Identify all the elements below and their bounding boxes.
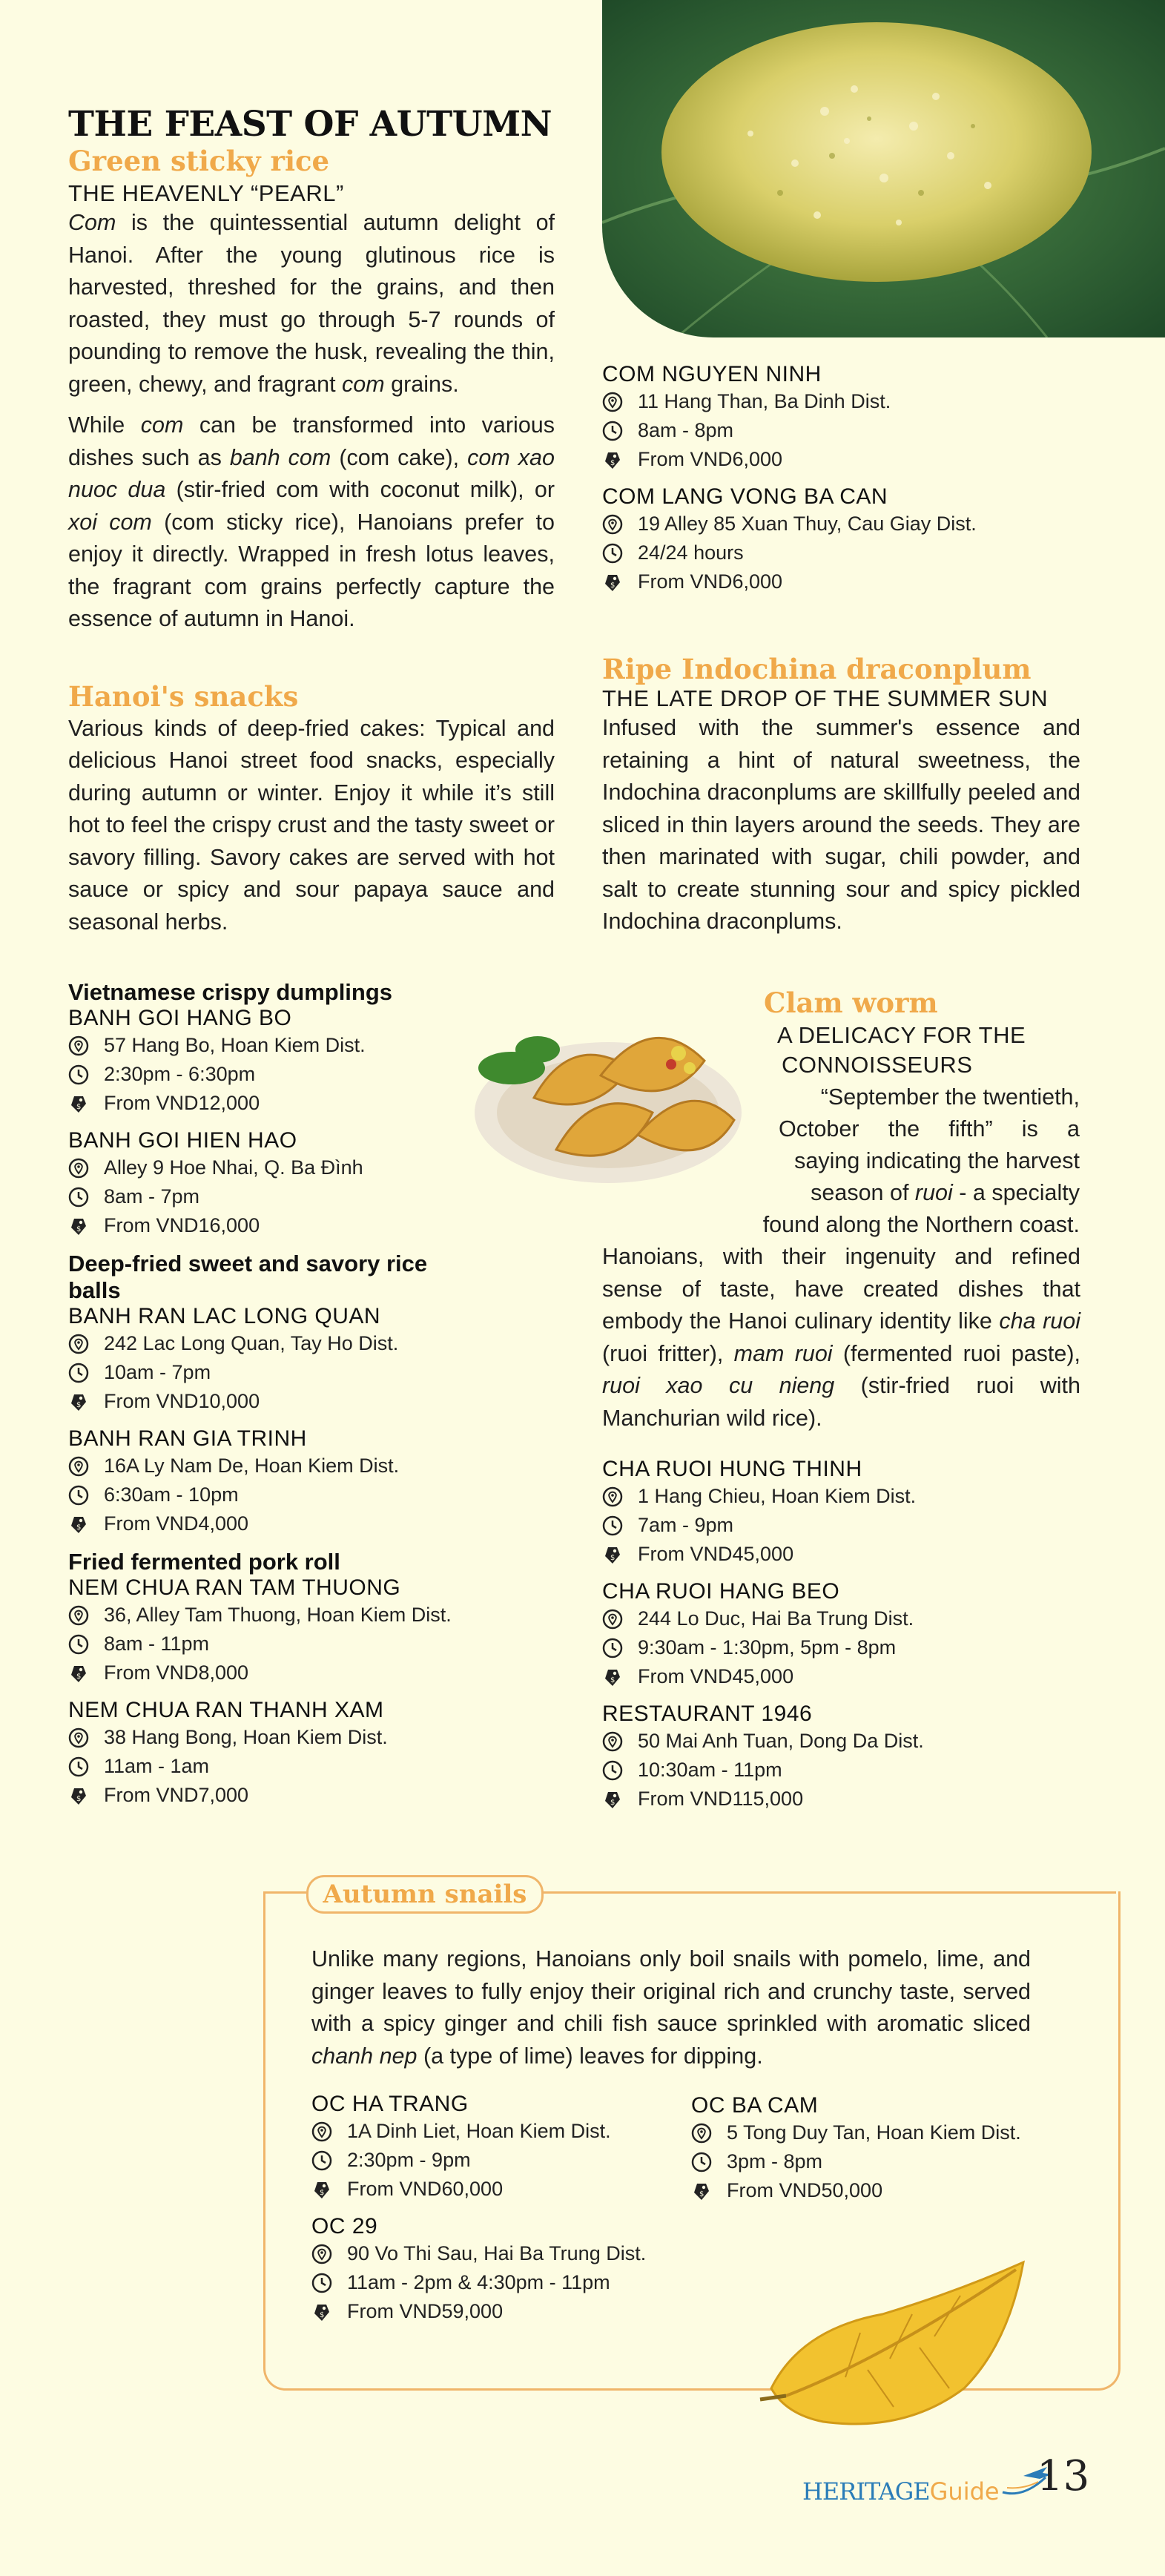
venue-entry xyxy=(68,1006,484,1118)
venue-hours: 24/24 hours xyxy=(638,541,744,564)
venue-entry xyxy=(311,2214,667,2326)
venue-address-row xyxy=(311,2239,667,2268)
page-title: THE FEAST OF AUTUMN xyxy=(68,104,552,145)
clock-icon xyxy=(68,1634,89,1655)
venue-price: From VND45,000 xyxy=(638,1665,794,1687)
location-pin-icon xyxy=(68,1035,89,1056)
location-pin-icon xyxy=(68,1727,89,1748)
venue-address: 19 Alley 85 Xuan Thuy, Cau Giay Dist. xyxy=(638,513,977,535)
svg-text:$: $ xyxy=(610,1676,615,1684)
venue-entry xyxy=(602,362,1080,474)
venue-name: CHA RUOI HANG BEO xyxy=(602,1579,840,1604)
clock-icon xyxy=(602,421,623,441)
venue-hours-row xyxy=(68,1630,484,1658)
venue-price: From VND6,000 xyxy=(638,448,783,470)
venue-hours-row xyxy=(68,1182,484,1211)
venue-address: 36, Alley Tam Thuong, Hoan Kiem Dist. xyxy=(104,1604,452,1626)
snails-venue-2 xyxy=(691,2093,1047,2205)
venue-entry xyxy=(68,1426,484,1538)
venue-hours-row xyxy=(602,416,1080,445)
rice-balls-heading: Deep-fried sweet and savory rice balls xyxy=(68,1251,428,1303)
venue-entry xyxy=(602,1702,1080,1814)
venue-price: From VND6,000 xyxy=(638,570,783,593)
venue-address: 5 Tong Duy Tan, Hoan Kiem Dist. xyxy=(727,2121,1021,2144)
venue-hours: 2:30pm - 6:30pm xyxy=(104,1063,256,1085)
venue-name: OC 29 xyxy=(311,2214,378,2239)
venue-name: NEM CHUA RAN TAM THUONG xyxy=(68,1575,401,1600)
venue-price-row xyxy=(68,1387,484,1416)
location-pin-icon xyxy=(68,1334,89,1354)
price-tag-icon xyxy=(602,1667,623,1687)
autumn-leaf-image xyxy=(756,2247,1038,2433)
venue-price: From VND7,000 xyxy=(104,1784,249,1806)
price-tag-icon xyxy=(691,2181,712,2201)
venue-price: From VND60,000 xyxy=(347,2178,504,2200)
venue-hours-row xyxy=(602,1756,1080,1785)
snails-venues-right xyxy=(691,2093,1047,2216)
venue-price: From VND115,000 xyxy=(638,1788,804,1810)
snails-paragraph: Unlike many regions, Hanoians only boil snails with pomelo, lime, and ginger leaves to fully enjoy their original rich and crunchy taste, served with a spicy ginger and chili fish sauce sprinkled with aromatic sliced chanh nep (a type of lime) leaves for dipping. xyxy=(311,1946,1031,2069)
snails-venues-left xyxy=(311,2092,667,2336)
venue-price: From VND59,000 xyxy=(347,2300,504,2322)
svg-text:$: $ xyxy=(610,1553,615,1562)
clam-worm-section xyxy=(602,1241,1080,1824)
venue-price: From VND4,000 xyxy=(104,1512,249,1535)
venue-price-row xyxy=(311,2297,667,2326)
location-pin-icon xyxy=(311,2244,332,2264)
location-pin-icon xyxy=(68,1605,89,1626)
venue-address-row xyxy=(68,1031,484,1060)
venue-price-row xyxy=(311,2175,667,2204)
venue-entry xyxy=(68,1128,484,1240)
venue-entry xyxy=(311,2092,667,2204)
svg-text:$: $ xyxy=(320,2310,325,2319)
location-pin-icon xyxy=(602,392,623,412)
snacks-paragraph: Various kinds of deep-fried cakes: Typical and delicious Hanoi street food snacks, especially during autumn or winter. Enjoy it while it’s still hot to feel the crispy crust and the tasty sweet or savory filling. Savory cakes are served with hot sauce or spicy and sour papaya sauce and seasonal herbs. xyxy=(68,715,555,935)
venue-hours: 11am - 1am xyxy=(104,1755,210,1777)
rice-balls-list xyxy=(68,1304,484,1538)
venue-name: NEM CHUA RAN THANH XAM xyxy=(68,1698,384,1722)
venue-name: BANH GOI HANG BO xyxy=(68,1006,292,1030)
venue-address-row xyxy=(602,1482,1080,1511)
clock-icon xyxy=(68,1363,89,1383)
rice-heading: Green sticky rice xyxy=(68,145,330,177)
venue-hours-row xyxy=(602,538,1080,567)
venue-price-row xyxy=(68,1509,484,1538)
price-tag-icon xyxy=(68,1514,89,1535)
venue-price: From VND10,000 xyxy=(104,1390,260,1412)
venue-hours: 7am - 9pm xyxy=(638,1514,734,1536)
snails-venue-3 xyxy=(311,2214,667,2326)
svg-text:$: $ xyxy=(76,1225,82,1233)
clock-icon xyxy=(691,2152,712,2173)
rice-paragraph-2: While com can be transformed into various dishes such as banh com (com cake), com xao nuoc dua (stir-fried com with coconut milk), or xoi com (com sticky rice), Hanoians prefer to enjoy it directly. Wrapped in fresh lotus leaves, the fragrant com grains perfectly capture the essence of autumn in Hanoi. xyxy=(68,412,555,631)
clam-worm-intro-4: season of ruoi - a specialty xyxy=(811,1180,1080,1205)
venue-price: From VND8,000 xyxy=(104,1661,249,1684)
brand-heritage: HERITAGE xyxy=(802,2477,930,2506)
price-tag-icon xyxy=(68,1093,89,1114)
price-tag-icon xyxy=(602,449,623,470)
location-pin-icon xyxy=(602,1731,623,1752)
venue-address-row xyxy=(691,2118,1047,2147)
venue-name: BANH RAN LAC LONG QUAN xyxy=(68,1304,381,1328)
clam-worm-intro-5: found along the Northern coast. xyxy=(762,1212,1080,1237)
venue-hours: 6:30am - 10pm xyxy=(104,1483,239,1506)
venue-entry xyxy=(68,1698,484,1810)
clam-worm-subtitle-2: CONNOISSEURS xyxy=(782,1052,973,1078)
svg-text:$: $ xyxy=(699,2190,704,2198)
venue-name: COM LANG VONG BA CAN xyxy=(602,484,888,509)
clock-icon xyxy=(68,1187,89,1208)
svg-text:$: $ xyxy=(610,458,615,467)
venue-hours: 9:30am - 1:30pm, 5pm - 8pm xyxy=(638,1636,897,1658)
venue-price-row xyxy=(602,1540,1080,1569)
venue-entry xyxy=(68,1575,484,1687)
dumplings-list xyxy=(68,1006,484,1240)
venue-address-row xyxy=(68,1153,484,1182)
rice-paragraph-1: Com is the quintessential autumn delight of Hanoi. After the young glutinous rice is harvested, threshed for the grains, and then roasted, they must go through 5-7 rounds of pounding to remove the husk, revealing the thin, green, chewy, and fragrant com grains. xyxy=(68,210,555,397)
price-tag-icon xyxy=(602,1789,623,1810)
clam-worm-intro-1: “September the twentieth, xyxy=(820,1084,1080,1110)
footer-brand xyxy=(802,2463,1053,2506)
venue-name: CHA RUOI HUNG THINH xyxy=(602,1457,862,1481)
venue-entry xyxy=(602,484,1080,596)
venue-hours-row xyxy=(311,2268,667,2297)
clam-worm-intro-3: saying indicating the harvest xyxy=(794,1148,1080,1173)
dumplings-heading: Vietnamese crispy dumplings xyxy=(68,979,393,1005)
venue-hours-row xyxy=(602,1633,1080,1662)
venue-hours-row xyxy=(68,1480,484,1509)
brand-guide: Guide xyxy=(929,2477,1000,2506)
venue-address-row xyxy=(602,387,1080,416)
venue-address: 11 Hang Than, Ba Dinh Dist. xyxy=(638,390,891,412)
venue-address-row xyxy=(602,1604,1080,1633)
draconplum-subtitle: THE LATE DROP OF THE SUMMER SUN xyxy=(602,685,1049,711)
venue-address: 50 Mai Anh Tuan, Dong Da Dist. xyxy=(638,1730,924,1752)
venue-hours: 8am - 8pm xyxy=(638,419,734,441)
venue-hours: 11am - 2pm & 4:30pm - 11pm xyxy=(347,2271,610,2293)
venue-entry xyxy=(602,1579,1080,1691)
venue-hours: 2:30pm - 9pm xyxy=(347,2149,471,2171)
snails-venue-1 xyxy=(311,2092,667,2204)
venue-hours: 8am - 11pm xyxy=(104,1633,210,1655)
venue-address-row xyxy=(68,1452,484,1480)
snack-venues xyxy=(68,979,484,1820)
venue-address: 244 Lo Duc, Hai Ba Trung Dist. xyxy=(638,1607,914,1630)
venue-price-row xyxy=(602,567,1080,596)
venue-address: 57 Hang Bo, Hoan Kiem Dist. xyxy=(104,1034,366,1056)
draconplum-section xyxy=(602,653,1080,938)
clock-icon xyxy=(311,2273,332,2293)
venue-address-row xyxy=(68,1601,484,1630)
venue-hours-row xyxy=(691,2147,1047,2176)
location-pin-icon xyxy=(691,2123,712,2144)
snails-heading: Autumn snails xyxy=(306,1875,544,1914)
dumplings-photo xyxy=(467,986,756,1194)
venue-price: From VND45,000 xyxy=(638,1543,794,1565)
venue-address: 242 Lac Long Quan, Tay Ho Dist. xyxy=(104,1332,399,1354)
svg-text:$: $ xyxy=(76,1672,82,1681)
clam-worm-heading: Clam worm xyxy=(764,986,938,1019)
clock-icon xyxy=(68,1064,89,1085)
location-pin-icon xyxy=(602,1486,623,1507)
pork-roll-heading: Fried fermented pork roll xyxy=(68,1549,340,1575)
venue-address: 90 Vo Thi Sau, Hai Ba Trung Dist. xyxy=(347,2242,647,2264)
venue-price-row xyxy=(602,445,1080,474)
green-rice-illustration xyxy=(602,0,1165,337)
right-column-top xyxy=(602,362,1080,607)
venue-price-row xyxy=(68,1781,484,1810)
svg-text:$: $ xyxy=(76,1794,82,1803)
price-tag-icon xyxy=(68,1663,89,1684)
clock-icon xyxy=(68,1485,89,1506)
venue-price: From VND50,000 xyxy=(727,2179,883,2201)
snails-box-top-left xyxy=(263,1891,306,1894)
location-pin-icon xyxy=(68,1456,89,1477)
venue-address-row xyxy=(602,510,1080,538)
draconplum-paragraph: Infused with the summer's essence and retaining a hint of natural sweetness, the Indochina draconplums are skillfully peeled and sliced in thin layers around the seeds. They are then marinated with sugar, chili powder, and salt to create stunning sour and spicy pickled Indochina draconplums. xyxy=(602,715,1080,934)
venue-entry xyxy=(691,2093,1047,2205)
location-pin-icon xyxy=(602,1609,623,1630)
snails-content xyxy=(311,1943,1031,2072)
venue-address: Alley 9 Hoe Nhai, Q. Ba Đình xyxy=(104,1156,363,1179)
clock-icon xyxy=(311,2150,332,2171)
venue-address: 38 Hang Bong, Hoan Kiem Dist. xyxy=(104,1726,388,1748)
rice-subtitle: THE HEAVENLY “PEARL” xyxy=(68,180,344,206)
price-tag-icon xyxy=(311,2302,332,2322)
venue-address-row xyxy=(68,1723,484,1752)
clock-icon xyxy=(602,1760,623,1781)
venue-hours-row xyxy=(68,1060,484,1089)
venue-name: BANH GOI HIEN HAO xyxy=(68,1128,297,1153)
svg-text:$: $ xyxy=(610,1798,615,1807)
snails-box-top-right xyxy=(539,1891,1116,1894)
location-pin-icon xyxy=(68,1158,89,1179)
venue-hours: 3pm - 8pm xyxy=(727,2150,823,2173)
venue-price-row xyxy=(691,2176,1047,2205)
price-tag-icon xyxy=(68,1391,89,1412)
svg-text:$: $ xyxy=(320,2188,325,2197)
venue-price-row xyxy=(68,1089,484,1118)
venue-address: 1A Dinh Liet, Hoan Kiem Dist. xyxy=(347,2120,611,2142)
venue-hours: 10:30am - 11pm xyxy=(638,1759,782,1781)
venue-price-row xyxy=(602,1785,1080,1814)
clock-icon xyxy=(602,1515,623,1536)
left-column xyxy=(68,104,555,938)
venue-name: OC HA TRANG xyxy=(311,2092,469,2116)
venue-address: 16A Ly Nam De, Hoan Kiem Dist. xyxy=(104,1455,400,1477)
venue-address-row xyxy=(68,1329,484,1358)
svg-text:$: $ xyxy=(76,1523,82,1532)
venue-hours: 8am - 7pm xyxy=(104,1185,200,1208)
location-pin-icon xyxy=(602,514,623,535)
venue-name: RESTAURANT 1946 xyxy=(602,1702,813,1726)
venue-price-row xyxy=(68,1658,484,1687)
venue-price: From VND16,000 xyxy=(104,1214,260,1236)
venue-hours-row xyxy=(68,1752,484,1781)
venue-address: 1 Hang Chieu, Hoan Kiem Dist. xyxy=(638,1485,917,1507)
venue-hours: 10am - 7pm xyxy=(104,1361,211,1383)
svg-text:$: $ xyxy=(76,1102,82,1111)
rice-venues-list xyxy=(602,362,1080,596)
draconplum-heading: Ripe Indochina draconplum xyxy=(602,653,1032,685)
clam-worm-intro-2: October the fifth” is a xyxy=(779,1116,1080,1142)
venue-entry xyxy=(602,1457,1080,1569)
snacks-heading: Hanoi's snacks xyxy=(68,679,299,713)
clock-icon xyxy=(68,1756,89,1777)
venue-price-row xyxy=(68,1211,484,1240)
venue-name: COM NGUYEN NINH xyxy=(602,362,822,386)
svg-text:$: $ xyxy=(76,1400,82,1409)
pork-roll-list xyxy=(68,1575,484,1810)
venue-price: From VND12,000 xyxy=(104,1092,260,1114)
venue-entry xyxy=(68,1304,484,1416)
venue-hours-row xyxy=(602,1511,1080,1540)
clam-worm-venues xyxy=(602,1457,1080,1814)
clock-icon xyxy=(602,1638,623,1658)
price-tag-icon xyxy=(311,2179,332,2200)
venue-name: OC BA CAM xyxy=(691,2093,819,2118)
price-tag-icon xyxy=(68,1785,89,1806)
location-pin-icon xyxy=(311,2121,332,2142)
svg-text:$: $ xyxy=(610,581,615,590)
price-tag-icon xyxy=(602,1544,623,1565)
page-number: 13 xyxy=(1037,2452,1090,2500)
clam-worm-subtitle-1: A DELICACY FOR THE xyxy=(777,1022,1026,1048)
venue-hours-row xyxy=(68,1358,484,1387)
venue-address-row xyxy=(311,2117,667,2146)
venue-hours-row xyxy=(311,2146,667,2175)
clam-worm-paragraph: Hanoians, with their ingenuity and refined sense of taste, have created dishes that embody the Hanoi culinary identity like cha ruoi (ruoi fritter), mam ruoi (fermented ruoi paste), ruoi xao cu nieng (stir-fried ruoi with Manchurian wild rice). xyxy=(602,1244,1080,1431)
venue-name: BANH RAN GIA TRINH xyxy=(68,1426,307,1451)
price-tag-icon xyxy=(602,572,623,593)
venue-address-row xyxy=(602,1727,1080,1756)
price-tag-icon xyxy=(68,1216,89,1236)
green-rice-photo xyxy=(602,0,1165,337)
venue-price-row xyxy=(602,1662,1080,1691)
clock-icon xyxy=(602,543,623,564)
